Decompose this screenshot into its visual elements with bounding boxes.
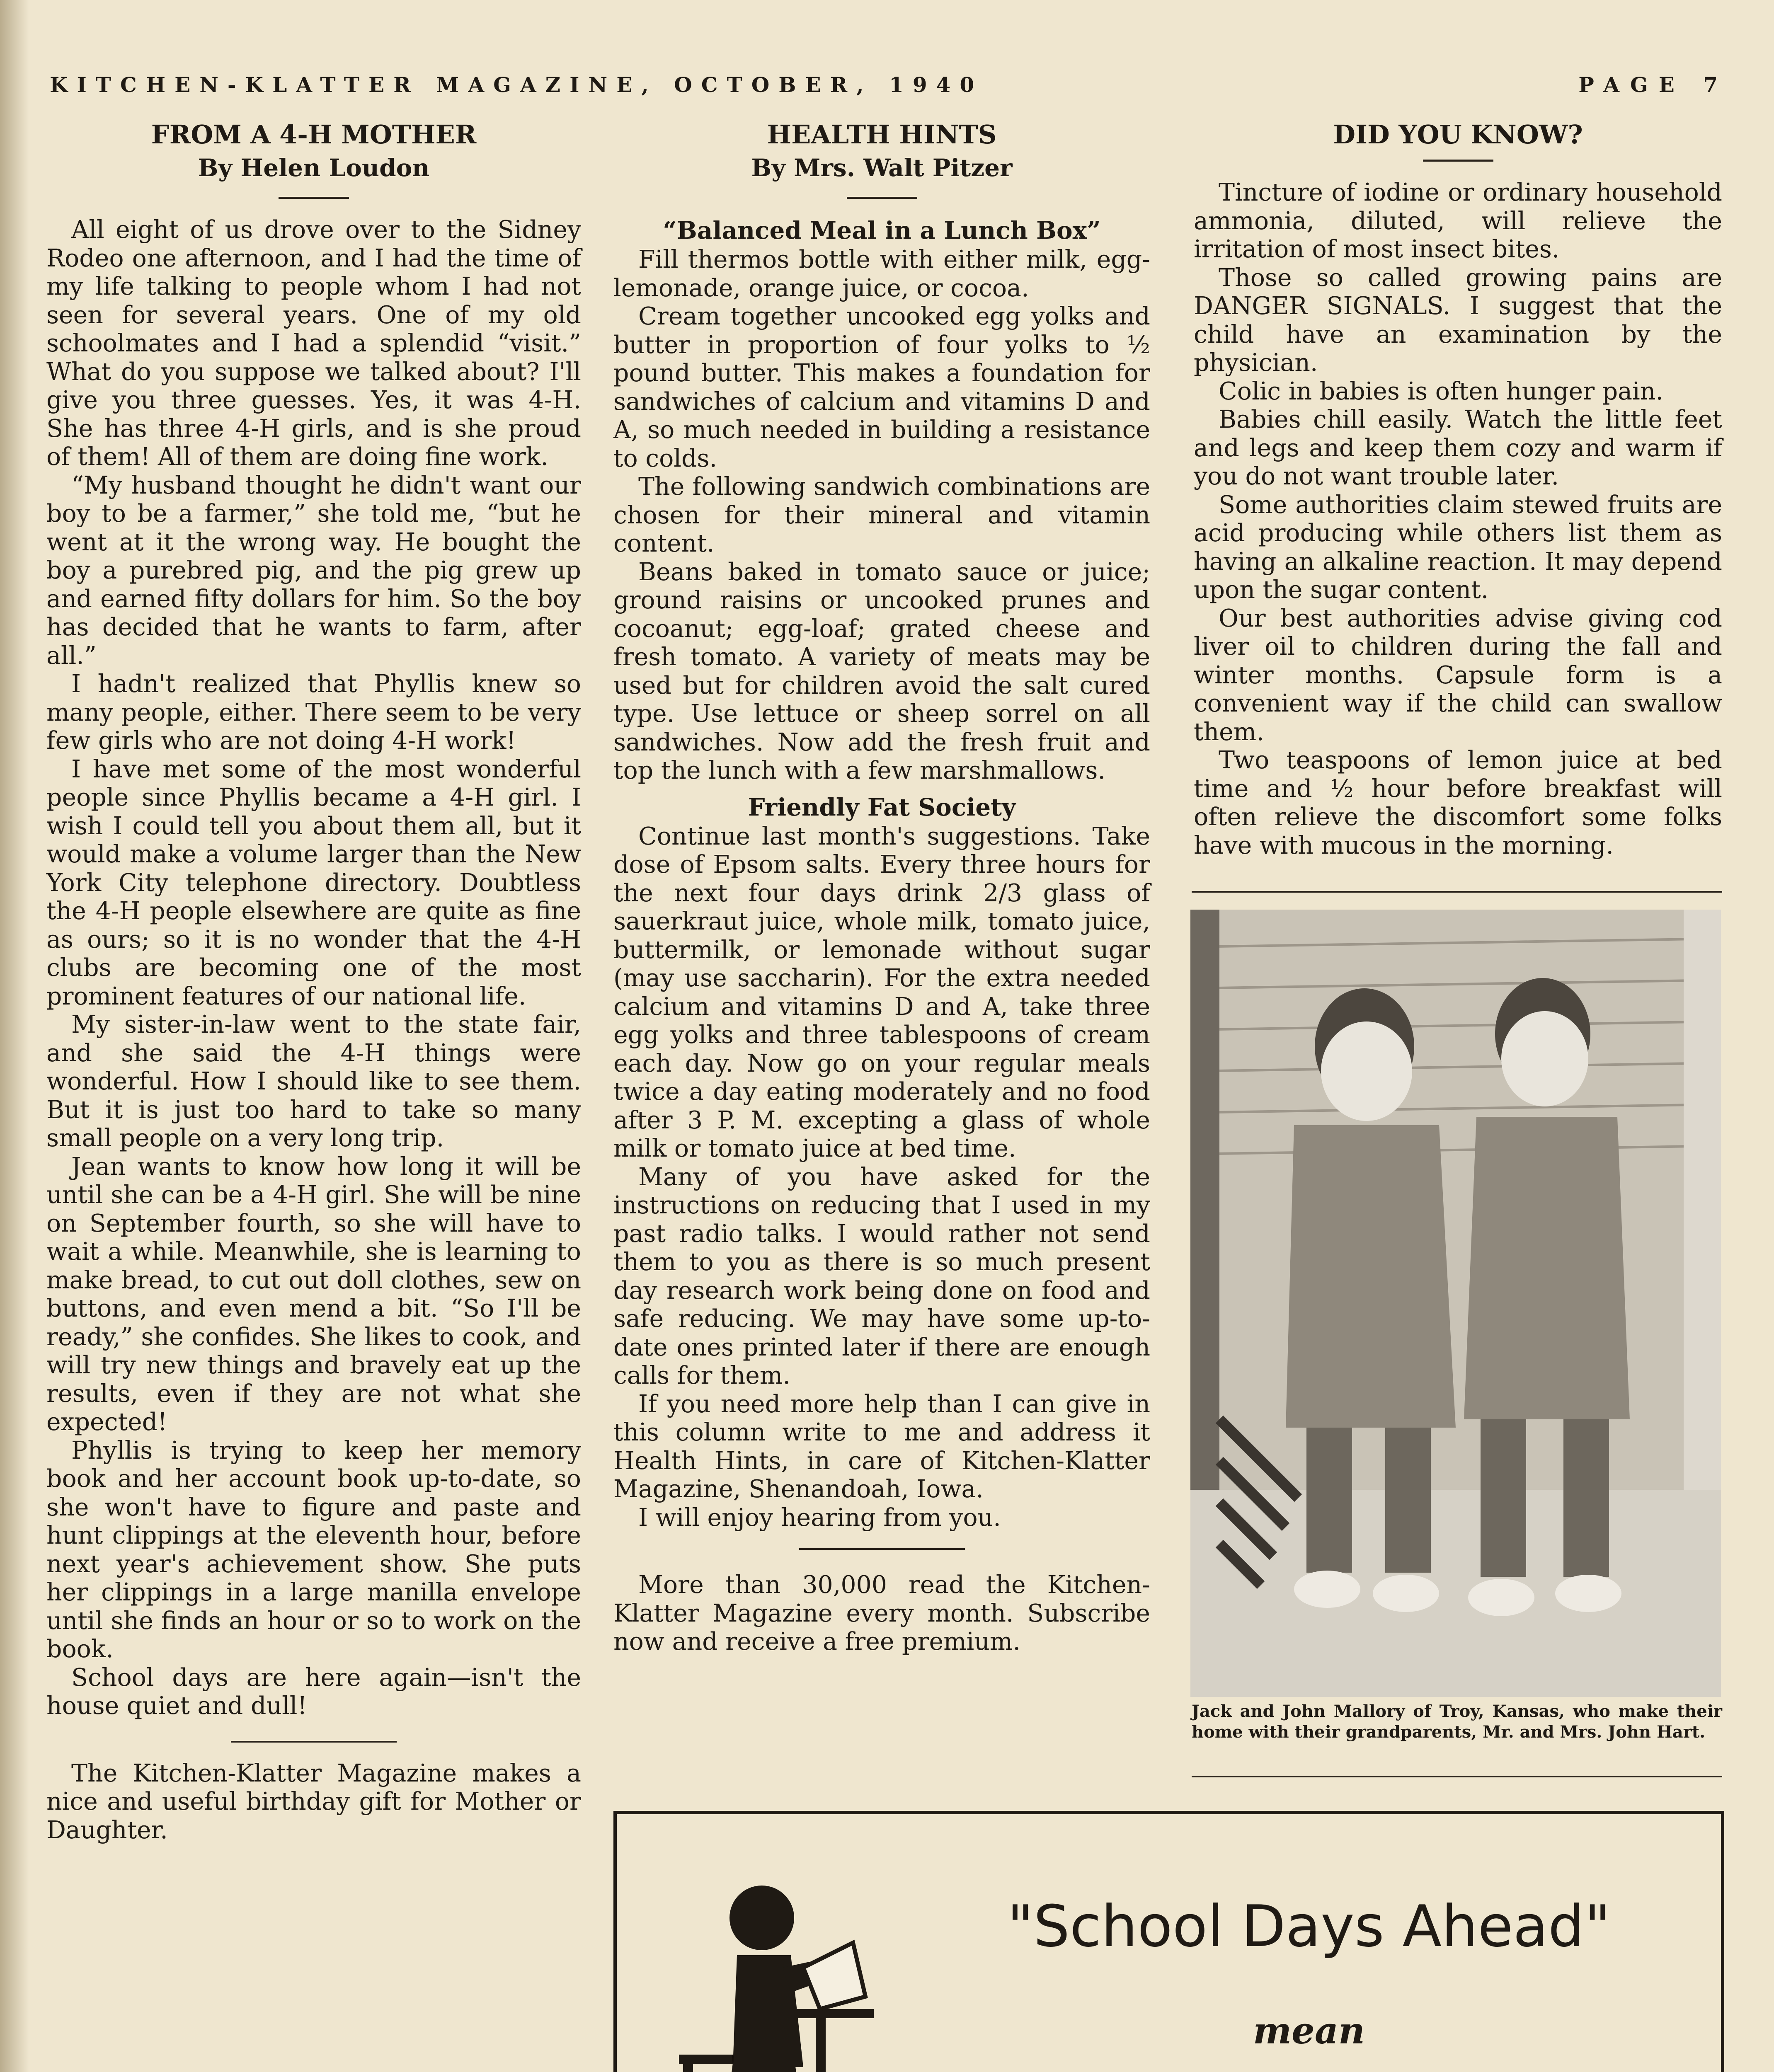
tip-paragraph: Some authorities claim stewed fruits are acid producing while others list them as having an alkaline reaction. It may depend upon the sugar content.: [1194, 490, 1722, 604]
tip-paragraph: Colic in babies is often hunger pain.: [1219, 377, 1664, 405]
article-paragraph: All eight of us drove over to the Sidney Rodeo one afternoon, and I had the time of my life talking to people whom I had not seen for several years. One of my old schoolmates and I had a splendid “visit.” What do you suppose we talked about? I'll give you three guesses. Yes, it was 4-H. She has three 4-H girls, and is she proud of them! All of them are doing fine work.: [46, 215, 581, 471]
article-paragraph: Jean wants to know how long it will be until she can be a 4-H girl. She will be nine on September fourth, so she will have to wait a while. Meanwhile, she is learning to make bread, to cut out doll clothes, sew on buttons, and even mend a bit. “So I'll be ready,” she confides. She likes to cook, and will try new things and bravely eat up the results, even if they are not what she expected!: [46, 1152, 581, 1436]
article-paragraph: Cream together uncooked egg yolks and butter in proportion of four yolks to ½ pound butter. This makes a foundation for sandwiches of calcium and vitamins D and A, so much needed in building a resistance to colds.: [613, 302, 1150, 472]
title-rule: [279, 197, 349, 199]
title-rule: [847, 197, 917, 199]
ad-mean: mean: [1253, 2009, 1365, 2052]
article-paragraph: School days are here again—isn't the house quiet and dull!: [46, 1663, 581, 1720]
column-4h-mother: [46, 118, 581, 1844]
tip-paragraph: Our best authorities advise giving cod liver oil to children during the fall and winter months. Capsule form is a convenient way if the child can swallow them.: [1194, 604, 1722, 746]
section-subhead: “Balanced Meal in a Lunch Box”: [663, 216, 1101, 244]
photo-two-boys: [1190, 910, 1721, 1697]
tip-paragraph: Two teaspoons of lemon juice at bed time and ½ hour before breakfast will often relieve the discomfort some folks have with mucous in the morning.: [1194, 746, 1722, 859]
article-paragraph: Continue last month's suggestions. Take dose of Epsom salts. Every three hours for the next four days drink 2/3 glass of sauerkraut juice, whole milk, tomato juice, buttermilk, or lemonade without sugar (may use saccharin). For the extra needed calcium and vitamins D and A, take three egg yolks and three tablespoons of cream each day. Now go on your regular meals twice a day eating moderately and no food after 3 P. M. excepting a glass of whole milk or tomato juice at bed time.: [613, 822, 1150, 1162]
section-rule: [799, 1548, 965, 1550]
tip-paragraph: Babies chill easily. Watch the little feet and legs and keep them cozy and warm if you do not want trouble later.: [1194, 405, 1722, 490]
article-paragraph: I have met some of the most wonderful people since Phyllis became a 4-H girl. I wish I could tell you about them all, but it would make a volume larger than the New York City telephone directory. Doubtless the 4-H people elsewhere are quite as fine as ours; so it is no wonder that the 4-H clubs are becoming one of the most prominent features of our national life.: [46, 755, 581, 1010]
article-byline: By Mrs. Walt Pitzer: [751, 154, 1013, 182]
ad-headline: "School Days Ahead": [1007, 1893, 1611, 1960]
article-paragraph: If you need more help than I can give in this column write to me and address it Health Hints, in care of Kitchen-Klatter Magazine, Shenandoah, Iowa.: [613, 1389, 1150, 1503]
article-paragraph: The following sandwich combinations are chosen for their mineral and vitamin content.: [613, 472, 1150, 557]
column-health-hints: [613, 118, 1150, 1656]
readership-note: More than 30,000 read the Kitchen-Klatter Magazine every month. Subscribe now and receive a free premium.: [613, 1571, 1150, 1656]
title-rule: [1423, 160, 1493, 162]
column-did-you-know: [1194, 118, 1722, 859]
gift-note: The Kitchen-Klatter Magazine makes a nice and useful birthday gift for Mother or Daughter.: [46, 1759, 581, 1844]
tip-paragraph: Tincture of iodine or ordinary household ammonia, diluted, will relieve the irritation of most insect bites.: [1194, 178, 1722, 263]
section-subhead: Friendly Fat Society: [748, 793, 1016, 821]
article-byline: By Helen Loudon: [198, 154, 430, 182]
article-paragraph: Many of you have asked for the instructions on reducing that I used in my past radio talks. I would rather not send them to you as there is so much present day research work being done on food and safe reducing. We may have some up-to-date ones printed later if there are enough calls for them.: [613, 1162, 1150, 1389]
article-paragraph: Beans baked in tomato sauce or juice; ground raisins or uncooked prunes and cocoanut; egg-loaf; grated cheese and fresh tomato. A variety of meats may be used but for children avoid the salt cured type. Use lettuce or sheep sorrel on all sandwiches. Now add the fresh fruit and top the lunch with a few marshmallows.: [613, 557, 1150, 784]
article-title: FROM A 4-H MOTHER: [151, 119, 477, 150]
light-power-advertisement: [613, 1811, 1724, 2072]
photo-caption: Jack and John Mallory of Troy, Kansas, who make their home with their grandparents, Mr. and Mrs. John Hart.: [1192, 1702, 1722, 1742]
tip-paragraph: Those so called growing pains are DANGER SIGNALS. I suggest that the child have an examination by the physician.: [1194, 263, 1722, 377]
page-binding-shadow: [0, 0, 29, 2072]
section-rule: [231, 1741, 397, 1743]
article-paragraph: My sister-in-law went to the state fair, and she said the 4-H things were wonderful. How I should like to see them. But it is just too hard to take so many small people on a very long trip.: [46, 1010, 581, 1152]
page-number: PAGE 7: [1578, 73, 1728, 97]
article-paragraph: Phyllis is trying to keep her memory book and her account book up-to-date, so she won't have to figure and paste and hunt clippings at the eleventh hour, before next year's achievement show. She puts her clippings in a large manilla envelope until she finds an hour or so to work on the book.: [46, 1436, 581, 1663]
article-title: HEALTH HINTS: [767, 119, 997, 150]
article-paragraph: I hadn't realized that Phyllis knew so many people, either. There seem to be very few girls who are not doing 4-H work!: [46, 670, 581, 755]
child-reading-silhouette-icon: [658, 1872, 874, 2072]
article-title: DID YOU KNOW?: [1333, 119, 1583, 150]
photo-top-rule: [1192, 891, 1722, 893]
running-header: KITCHEN-KLATTER MAGAZINE, OCTOBER, 1940: [50, 73, 984, 97]
article-paragraph: “My husband thought he didn't want our boy to be a farmer,” she told me, “but he went at it the wrong way. He bought the boy a purebred pig, and the pig grew up and earned fifty dollars for him. So the boy has decided that he wants to farm, after all.”: [46, 471, 581, 670]
caption-bottom-rule: [1192, 1776, 1722, 1777]
photo-illustration: [1190, 910, 1721, 1697]
article-paragraph: I will enjoy hearing from you.: [638, 1503, 1001, 1532]
article-paragraph: Fill thermos bottle with either milk, egg-lemonade, orange juice, or cocoa.: [613, 245, 1150, 302]
